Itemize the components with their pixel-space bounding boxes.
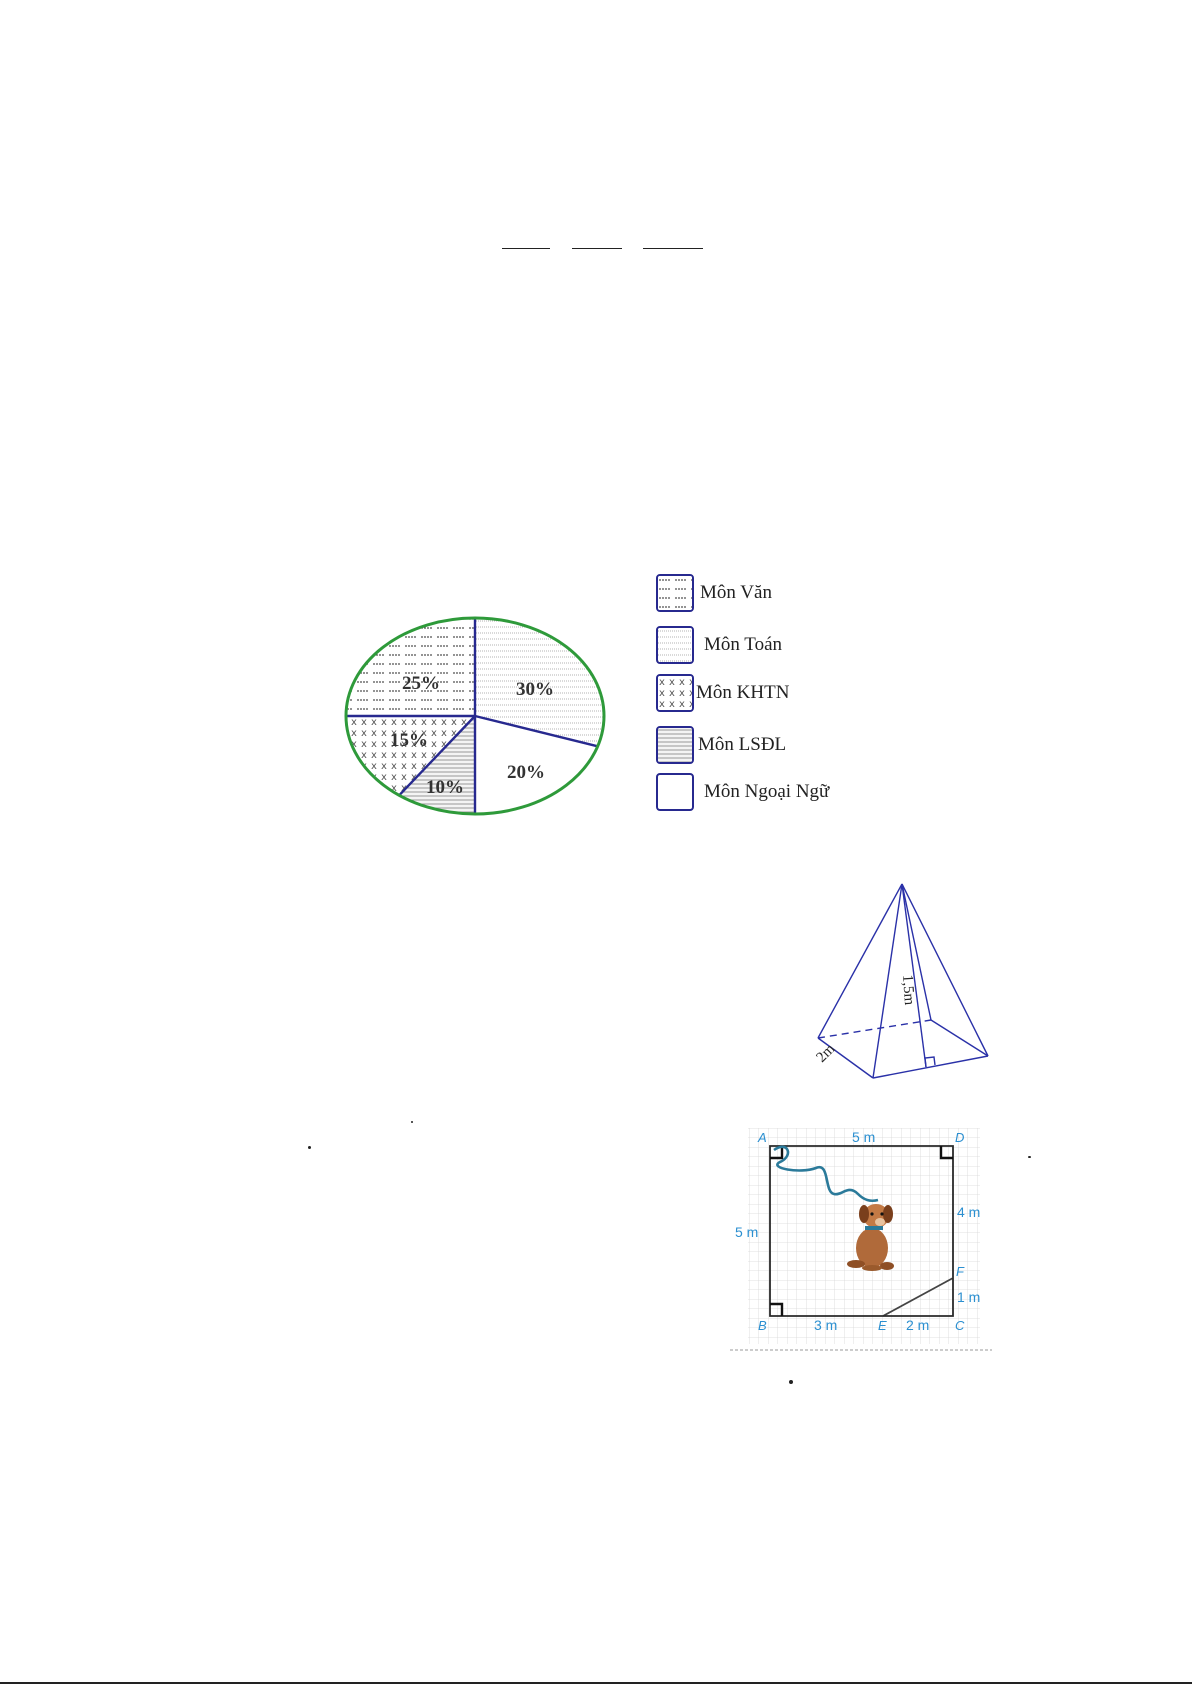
point-d-label: D: [955, 1130, 965, 1145]
pyramid-edge: [818, 884, 902, 1038]
legend-swatch-van: [656, 574, 694, 612]
room-right-upper-label: 4 m: [957, 1204, 981, 1220]
legend-item-van: [656, 573, 772, 613]
page-bottom-rule: [0, 1682, 1192, 1684]
room-bottom-right-label: 2 m: [906, 1317, 930, 1333]
point-c-label: C: [955, 1318, 965, 1333]
legend-swatch-toan: [656, 626, 694, 664]
legend-label-van: Môn Văn: [700, 582, 772, 603]
blank-line-3: [643, 248, 703, 249]
pie-label-khtn: 15%: [390, 730, 428, 751]
point-f-label: F: [956, 1264, 964, 1279]
pyramid-edge: [902, 884, 988, 1056]
room-top-label: 5 m: [852, 1129, 876, 1145]
pie-chart: [340, 606, 610, 826]
legend-swatch-khtn: [656, 674, 694, 712]
point-b-label: B: [758, 1318, 767, 1333]
stray-mark: [789, 1380, 793, 1384]
pie-label-van: 25%: [402, 673, 440, 694]
legend-swatch-lsdl: [656, 726, 694, 764]
room-figure: [730, 1128, 992, 1356]
legend-item-ngoaingu: [656, 772, 829, 812]
legend-swatch-ngoaingu: [656, 773, 694, 811]
blank-line-1: [502, 248, 550, 249]
point-a-label: A: [758, 1130, 767, 1145]
legend-label-toan: Môn Toán: [704, 634, 783, 655]
blank-line-2: [572, 248, 622, 249]
point-e-label: E: [878, 1318, 887, 1333]
pyramid-figure: [808, 880, 1008, 1090]
stray-mark: [308, 1146, 311, 1149]
pyramid-edge: [873, 884, 902, 1078]
legend-label-lsdl: Môn LSĐL: [698, 734, 787, 755]
room-right-lower-label: 1 m: [957, 1289, 981, 1305]
stray-mark: [1028, 1156, 1031, 1158]
pyramid-height-label: 1,5m: [899, 974, 918, 1006]
legend-label-khtn: Môn KHTN: [696, 682, 790, 703]
right-angle-mark: [925, 1057, 935, 1067]
legend-item-lsdl: [656, 725, 786, 765]
room-bottom-left-label: 3 m: [814, 1317, 838, 1333]
stray-mark: [411, 1121, 413, 1123]
legend-item-toan: [656, 625, 782, 665]
legend-item-khtn: [656, 673, 789, 713]
pie-label-lsdl: 10%: [426, 777, 464, 798]
room-left-label: 5 m: [735, 1224, 759, 1240]
pyramid-base-edge: [873, 1056, 988, 1078]
pyramid-base-label: 2m: [813, 1040, 839, 1066]
legend-label-ngoaingu: Môn Ngoại Ngữ: [704, 781, 830, 802]
pyramid-hidden-edge: [818, 1020, 931, 1038]
pie-label-ngoaingu: 20%: [507, 762, 545, 783]
pie-label-toan: 30%: [516, 679, 554, 700]
